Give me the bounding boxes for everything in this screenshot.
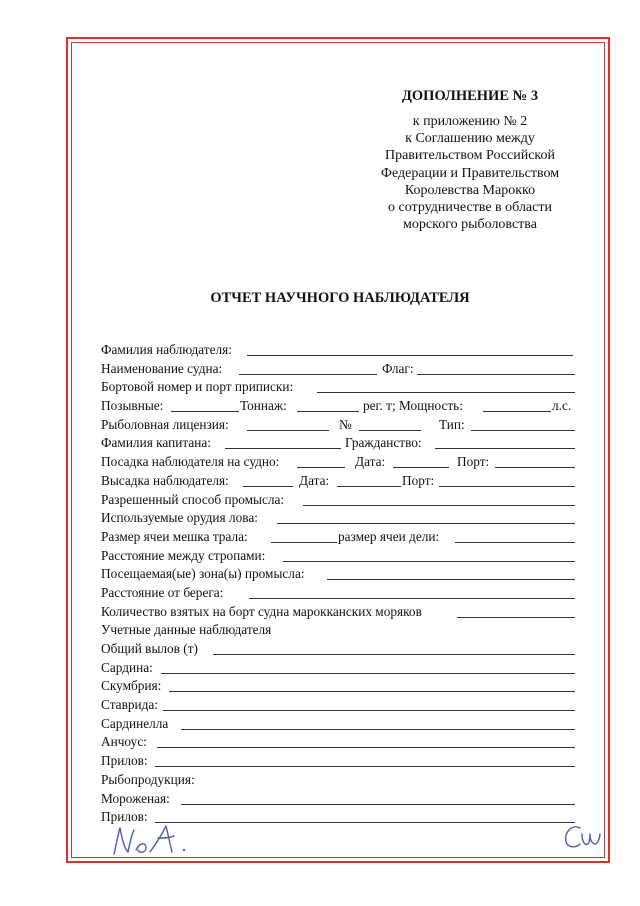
shore-distance-label: Расстояние от берега: [101,584,224,600]
anchovy-field[interactable] [157,747,575,748]
addendum-title: ДОПОЛНЕНИЕ № 3 [401,88,539,104]
form-row-bycatch [101,752,579,771]
sardine-label: Сардина: [101,659,153,675]
frozen-label: Мороженая: [101,790,170,806]
form-row-board [101,378,579,397]
call-sign-field[interactable] [171,411,239,412]
addendum-line: Федерации и Правительством [380,165,560,181]
observer-form [101,341,579,827]
form-row-mackerel [101,677,579,696]
frozen-field[interactable] [181,804,575,805]
disembark-date-label: Дата: [299,472,330,488]
sardinella-field[interactable] [181,729,575,730]
boarding-date-field[interactable] [393,467,449,468]
addendum-line: Королевства Марокко [404,182,536,198]
form-row-gear [101,509,579,528]
form-row-zones [101,565,579,584]
fishing-gear-field[interactable] [277,523,575,524]
board-number-field[interactable] [317,392,575,393]
citizenship-field[interactable] [435,448,575,449]
form-row-callsign [101,397,579,416]
form-row-records [101,621,579,640]
fishing-gear-label: Используемые орудия лова: [101,510,258,526]
form-row-frozen [101,790,579,809]
sardinella-label: Сардинелла [101,715,169,731]
observer-records-heading: Учетные данные наблюдателя [101,622,272,638]
observer-name-field[interactable] [247,355,573,356]
tonnage-field[interactable] [297,411,359,412]
tonnage-unit-label: рег. т; Мощность: [363,398,463,414]
signature-left [100,820,220,860]
boarding-port-field[interactable] [495,467,575,468]
bycatch-label: Прилов: [101,753,148,769]
captain-label: Фамилия капитана: [101,435,211,451]
report-title: ОТЧЕТ НАУЧНОГО НАБЛЮДАТЕЛЯ [210,290,470,306]
addendum-heading [330,88,610,233]
anchovy-label: Анчоус: [101,734,147,750]
bycatch-field[interactable] [155,766,575,767]
form-row-shore [101,584,579,603]
strop-distance-field[interactable] [283,561,575,562]
form-row-method [101,491,579,510]
mesh-size-label: Размер ячеи мешка трала: [101,528,248,544]
vessel-name-field[interactable] [239,374,377,375]
disembark-port-field[interactable] [439,486,575,487]
form-row-total [101,640,579,659]
boarding-field[interactable] [297,467,345,468]
zones-field[interactable] [327,579,575,580]
form-row-anchovy [101,733,579,752]
shore-distance-field[interactable] [249,598,575,599]
form-row-strop [101,547,579,566]
captain-field[interactable] [225,448,341,449]
citizenship-label: Гражданство: [345,435,422,451]
mesh-size-wing-label: размер ячеи дели: [338,528,440,544]
vessel-name-label: Наименование судна: [101,360,223,376]
signature-right [558,818,608,854]
license-number-field[interactable] [359,430,421,431]
total-catch-field[interactable] [213,654,575,655]
addendum-line: о сотрудничестве в области [388,200,552,216]
mesh-size-wing-field[interactable] [455,542,575,543]
form-row-horse-mackerel [101,696,579,715]
power-field[interactable] [483,411,551,412]
board-number-label: Бортовой номер и порт приписки: [101,379,294,395]
form-row-captain [101,434,579,453]
bycatch2-label: Прилов: [101,809,148,825]
boarding-port-label: Порт: [457,454,490,470]
form-row-vessel [101,360,579,379]
moroccan-sailors-field[interactable] [457,617,575,618]
disembark-port-label: Порт: [402,472,435,488]
call-sign-label: Позывные: [101,398,164,414]
form-row-sardine [101,659,579,678]
fishing-method-field[interactable] [303,505,575,506]
disembark-date-field[interactable] [337,486,401,487]
sardine-field[interactable] [161,673,575,674]
form-row-products [101,771,579,790]
form-row-sardinella [101,715,579,734]
form-row-sailors [101,603,579,622]
moroccan-sailors-label: Количество взятых на борт судна марокканских моряков [101,603,422,619]
license-field[interactable] [247,430,329,431]
addendum-line: к приложению № 2 [412,114,528,129]
addendum-line: к Соглашению между [405,131,535,147]
form-row-disembark [101,472,579,491]
zones-label: Посещаемая(ые) зона(ы) промысла: [101,566,305,582]
form-row-mesh [101,528,579,547]
boarding-label: Посадка наблюдателя на судно: [101,454,280,470]
flag-field[interactable] [417,374,575,375]
license-type-field[interactable] [471,430,575,431]
addendum-line: Правительством Российской [384,148,556,164]
fishing-method-label: Разрешенный способ промысла: [101,491,285,507]
power-unit-label: л.с. [552,398,572,414]
mesh-size-field[interactable] [271,542,337,543]
license-number-label: № [339,416,352,432]
fish-products-label: Рыбопродукция: [101,771,195,787]
tonnage-label: Тоннаж: [240,398,287,414]
horse-mackerel-label: Ставрида: [101,697,158,713]
observer-name-label: Фамилия наблюдателя: [101,342,232,357]
form-row-observer [101,341,579,360]
boarding-date-label: Дата: [355,454,386,470]
addendum-line: морского рыболовства [403,217,537,233]
form-row-license [101,416,579,435]
form-row-boarding [101,453,579,472]
flag-label: Флаг: [382,360,414,376]
mackerel-field[interactable] [169,691,575,692]
disembark-field[interactable] [243,486,293,487]
disembark-label: Высадка наблюдателя: [101,472,229,488]
total-catch-label: Общий вылов (т) [101,641,198,656]
strop-distance-label: Расстояние между стропами: [101,547,266,563]
license-label: Рыболовная лицензия: [101,416,229,432]
license-type-label: Тип: [439,416,465,432]
horse-mackerel-field[interactable] [163,710,575,711]
mackerel-label: Скумбрия: [101,678,162,694]
